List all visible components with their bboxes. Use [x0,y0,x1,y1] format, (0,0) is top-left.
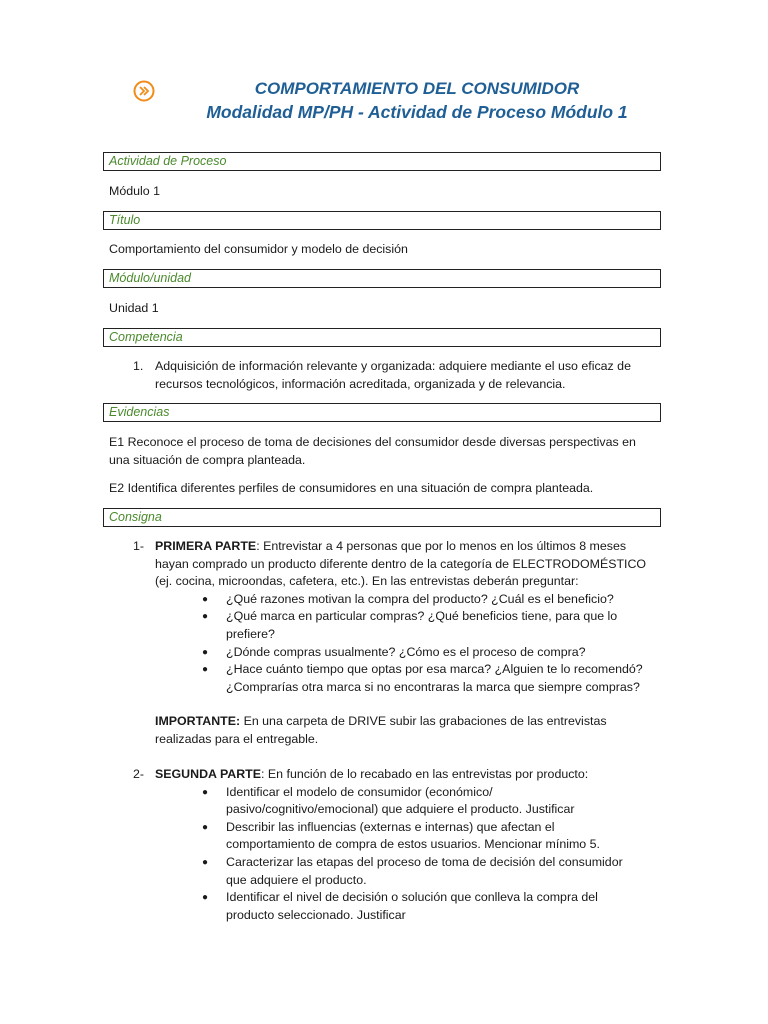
section-header-competencia: Competencia [103,328,661,347]
section-header-consigna: Consigna [103,508,661,527]
section-header-titulo: Título [103,211,661,230]
part1-line: PRIMERA PARTE: Entrevistar a 4 personas que por lo menos en los últimos 8 meses [155,539,627,553]
document-title: COMPORTAMIENTO DEL CONSUMIDOR [254,79,580,98]
list-item: ¿Qué razones motivan la compra del producto? ¿Cuál es el beneficio? [226,591,614,606]
list-item: prefiere? [226,627,275,641]
list-item: ¿Dónde compras usualmente? ¿Cómo es el proceso de compra? [226,644,586,659]
list-item: ¿Qué marca en particular compras? ¿Qué beneficios tiene, para que lo [226,609,618,624]
part1-heading: PRIMERA PARTE [155,539,257,553]
competencia-line: recursos tecnológicos, información acreditada, organizada y de relevancia. [155,376,566,391]
document-subtitle: Modalidad MP/PH - Actividad de Proceso Módulo 1 [206,102,628,122]
bullet-icon: ● [202,786,209,798]
list-item: Describir las influencias (externas e internas) que afectan el [226,819,555,834]
list-item: que adquiere el producto. [226,872,367,887]
list-item: Identificar el nivel de decisión o solución que conlleva la compra del [226,890,598,905]
bullet-icon: ● [202,892,209,904]
bullet-icon: ● [202,857,209,868]
bullet-icon: ● [202,646,209,658]
evidencia-e1: una situación de compra planteada. [109,452,306,467]
important-note: IMPORTANTE: En una carpeta de DRIVE subir las grabaciones de las entrevistas [155,714,607,728]
evidencia-e1: E1 Reconoce el proceso de toma de decisiones del consumidor desde diversas perspectivas en [109,435,636,449]
important-label: IMPORTANTE: [155,714,241,728]
list-item: comportamiento de compra de estos usuarios. Mencionar mínimo 5. [226,837,600,852]
list-item: ¿Comprarías otra marca si no encontraras la marca que siempre compras? [226,679,640,694]
actividad-value: Módulo 1 [109,184,160,198]
bullet-icon: ● [202,821,209,833]
competencia-number: 1. [133,359,144,373]
list-item: Caracterizar las etapas del proceso de toma de decisión del consumidor [226,855,623,869]
bullet-icon: ● [202,593,209,605]
part2-number: 2- [133,767,145,781]
titulo-value: Comportamiento del consumidor y modelo de decisión [109,242,408,256]
section-header-modulo: Módulo/unidad [103,269,661,288]
section-header-evidencias: Evidencias [103,403,661,422]
list-item: producto seleccionado. Justificar [226,907,406,922]
part1-number: 1- [133,539,145,553]
evidencia-e2: E2 Identifica diferentes perfiles de consumidores en una situación de compra planteada. [109,481,594,495]
list-item: ¿Hace cuánto tiempo que optas por esa marca? ¿Alguien te lo recomendó? [226,662,643,677]
bullet-icon: ● [202,611,209,623]
part1-line: hayan comprado un producto diferente dentro de la categoría de ELECTRODOMÉSTICO [155,556,647,571]
modulo-value: Unidad 1 [109,301,159,315]
list-item: Identificar el modelo de consumidor (económico/ [226,784,493,799]
bullet-icon: ● [202,664,209,676]
part1-line: (ej. cocina, microondas, cafetera, etc.). En las entrevistas deberán preguntar: [155,574,579,589]
competencia-line: Adquisición de información relevante y organizada: adquiere mediante el uso eficaz de [155,359,631,373]
part2-heading: SEGUNDA PARTE [155,767,262,781]
part2-line: SEGUNDA PARTE: En función de lo recabado en las entrevistas por producto: [155,767,589,781]
section-header-actividad: Actividad de Proceso [103,152,661,171]
list-item: pasivo/cognitivo/emocional) que adquiere el producto. Justificar [226,802,575,817]
important-note: realizadas para el entregable. [155,731,319,746]
